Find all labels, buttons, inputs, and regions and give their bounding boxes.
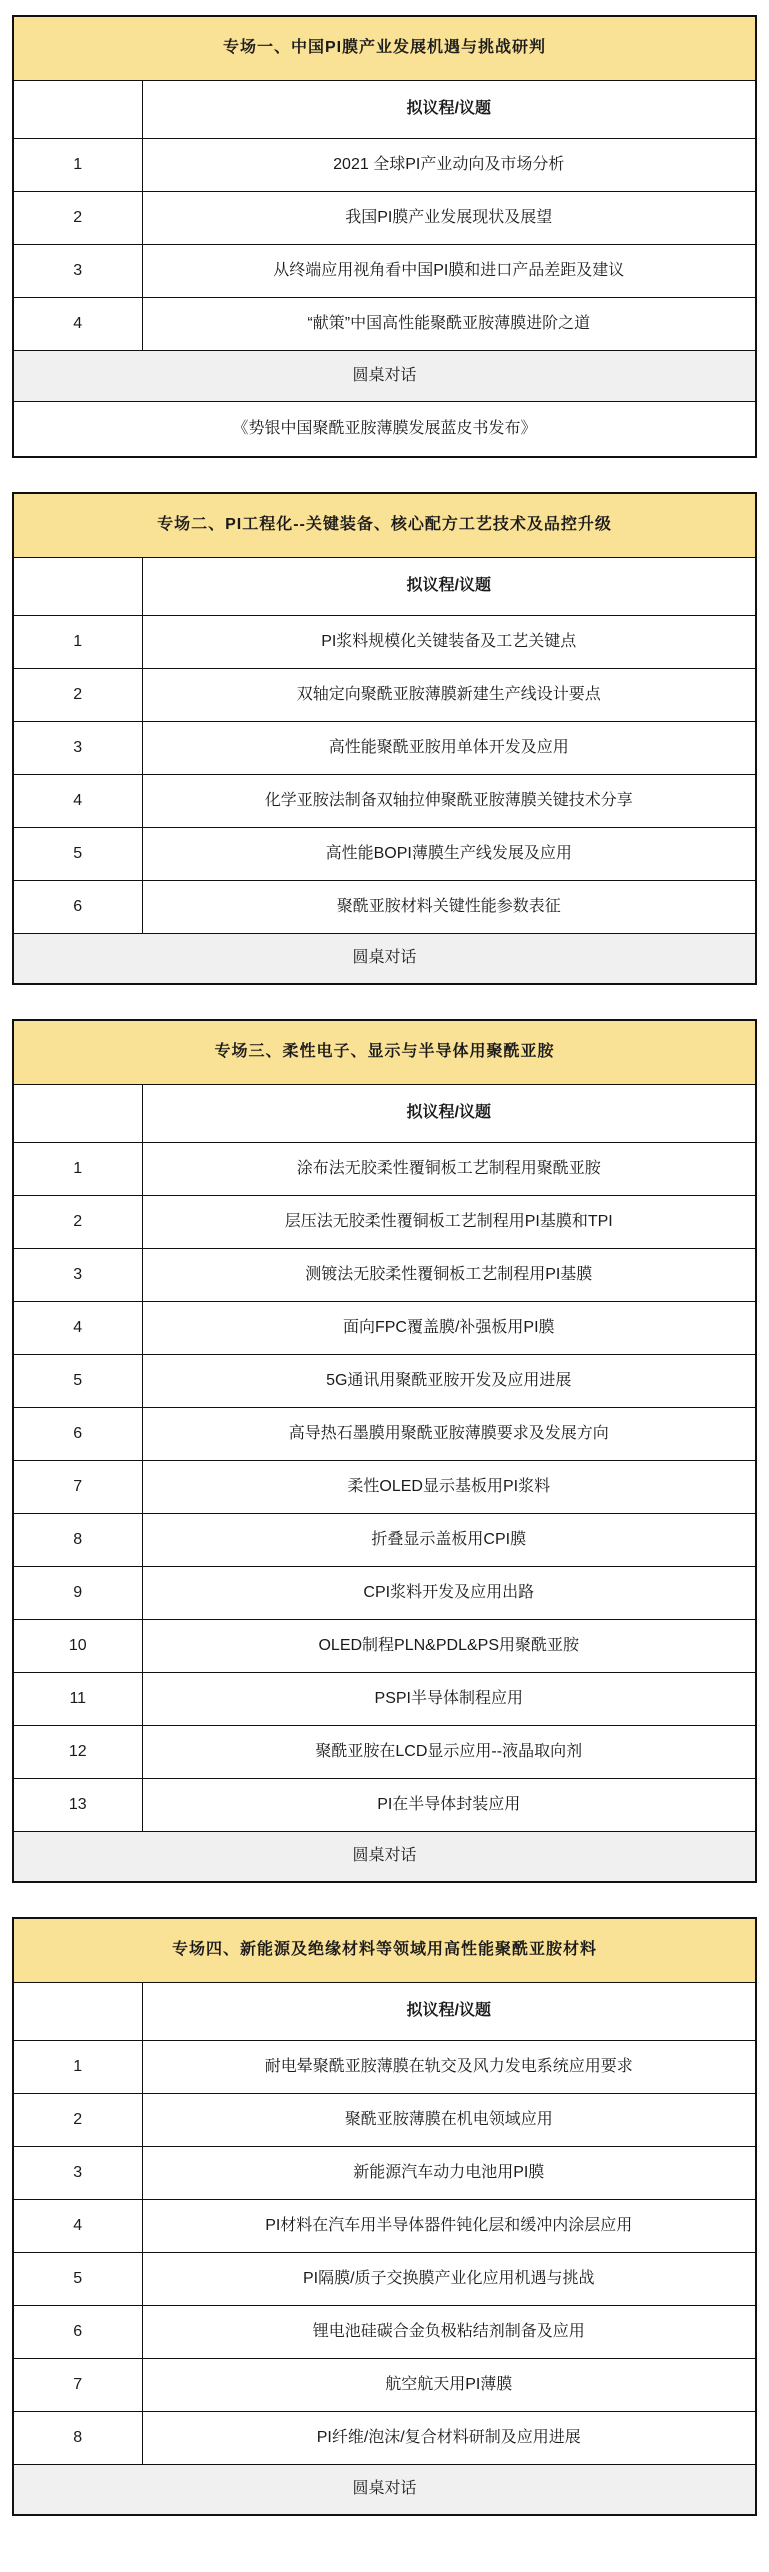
topic-title: OLED制程PLN&PDL&PS用聚酰亚胺 [142,1619,756,1672]
topic-row [13,1195,756,1248]
topic-row [13,721,756,774]
agenda-header-empty-cell [13,557,142,615]
topic-title: 高性能聚酰亚胺用单体开发及应用 [142,721,756,774]
topic-number: 13 [13,1778,142,1831]
roundtable-label: 圆桌对话 [13,1831,756,1882]
session-table [12,1019,757,1883]
topic-row [13,615,756,668]
topic-number: 4 [13,1301,142,1354]
agenda-header-label: 拟议程/议题 [142,1084,756,1142]
topic-number: 4 [13,774,142,827]
topic-number: 5 [13,1354,142,1407]
topic-title: PI隔膜/质子交换膜产业化应用机遇与挑战 [142,2252,756,2305]
roundtable-label: 圆桌对话 [13,933,756,984]
agenda-header-row [13,557,756,615]
topic-number: 1 [13,2040,142,2093]
topic-title: PI在半导体封装应用 [142,1778,756,1831]
topic-number: 4 [13,297,142,350]
topic-title: 新能源汽车动力电池用PI膜 [142,2146,756,2199]
topic-row [13,1513,756,1566]
roundtable-label: 圆桌对话 [13,2464,756,2515]
topic-number: 10 [13,1619,142,1672]
session-title: 专场一、中国PI膜产业发展机遇与挑战研判 [13,16,756,80]
topic-row [13,1142,756,1195]
topic-title: 测镀法无胶柔性覆铜板工艺制程用PI基膜 [142,1248,756,1301]
topic-number: 11 [13,1672,142,1725]
topic-number: 1 [13,138,142,191]
topic-number: 2 [13,2093,142,2146]
topic-row [13,827,756,880]
roundtable-label: 圆桌对话 [13,350,756,401]
session-title: 专场二、PI工程化--关键装备、核心配方工艺技术及品控升级 [13,493,756,557]
topic-number: 3 [13,244,142,297]
topic-number: 2 [13,668,142,721]
session-title-row [13,1918,756,1982]
topic-number: 1 [13,1142,142,1195]
topic-number: 9 [13,1566,142,1619]
topic-number: 6 [13,880,142,933]
topic-title: PSPI半导体制程应用 [142,1672,756,1725]
topic-row [13,2305,756,2358]
topic-row [13,2040,756,2093]
agenda-header-label: 拟议程/议题 [142,557,756,615]
agenda-header-empty-cell [13,80,142,138]
topic-number: 3 [13,2146,142,2199]
topic-row [13,297,756,350]
topic-row [13,1672,756,1725]
topic-number: 8 [13,1513,142,1566]
topic-number: 5 [13,2252,142,2305]
topic-row [13,1566,756,1619]
topic-title: 折叠显示盖板用CPI膜 [142,1513,756,1566]
topic-row [13,1301,756,1354]
topic-title: PI纤维/泡沫/复合材料研制及应用进展 [142,2411,756,2464]
topic-title: 5G通讯用聚酰亚胺开发及应用进展 [142,1354,756,1407]
session-footer: 《势银中国聚酰亚胺薄膜发展蓝皮书发布》 [13,401,756,457]
topic-row [13,774,756,827]
topic-title: 层压法无胶柔性覆铜板工艺制程用PI基膜和TPI [142,1195,756,1248]
topic-title: 高导热石墨膜用聚酰亚胺薄膜要求及发展方向 [142,1407,756,1460]
topic-title: 耐电晕聚酰亚胺薄膜在轨交及风力发电系统应用要求 [142,2040,756,2093]
topic-row [13,244,756,297]
agenda-header-label: 拟议程/议题 [142,80,756,138]
topic-title: 我国PI膜产业发展现状及展望 [142,191,756,244]
topic-row [13,2146,756,2199]
topic-title: “献策”中国高性能聚酰亚胺薄膜进阶之道 [142,297,756,350]
topic-row [13,1407,756,1460]
agenda-header-empty-cell [13,1084,142,1142]
agenda-header-row [13,1982,756,2040]
topic-row [13,1725,756,1778]
topic-title: 航空航天用PI薄膜 [142,2358,756,2411]
topic-number: 3 [13,1248,142,1301]
topic-row [13,1619,756,1672]
roundtable-row [13,350,756,401]
topic-number: 2 [13,191,142,244]
topic-row [13,1778,756,1831]
topic-row [13,880,756,933]
topic-title: PI浆料规模化关键装备及工艺关键点 [142,615,756,668]
session-title-row [13,1020,756,1084]
topic-row [13,138,756,191]
topic-title: 高性能BOPI薄膜生产线发展及应用 [142,827,756,880]
topic-row [13,1460,756,1513]
session-title: 专场三、柔性电子、显示与半导体用聚酰亚胺 [13,1020,756,1084]
topic-row [13,668,756,721]
session-title: 专场四、新能源及绝缘材料等领域用高性能聚酰亚胺材料 [13,1918,756,1982]
topic-title: 2021 全球PI产业动向及市场分析 [142,138,756,191]
topic-title: 聚酰亚胺在LCD显示应用--液晶取向剂 [142,1725,756,1778]
topic-number: 6 [13,2305,142,2358]
topic-row [13,2093,756,2146]
topic-number: 5 [13,827,142,880]
session-tables-container [12,15,757,2516]
session-footer-row [13,401,756,457]
topic-title: 涂布法无胶柔性覆铜板工艺制程用聚酰亚胺 [142,1142,756,1195]
session-table [12,1917,757,2516]
topic-title: 双轴定向聚酰亚胺薄膜新建生产线设计要点 [142,668,756,721]
session-table [12,15,757,458]
topic-number: 1 [13,615,142,668]
topic-number: 2 [13,1195,142,1248]
topic-number: 3 [13,721,142,774]
topic-title: CPI浆料开发及应用出路 [142,1566,756,1619]
topic-title: 面向FPC覆盖膜/补强板用PI膜 [142,1301,756,1354]
agenda-header-label: 拟议程/议题 [142,1982,756,2040]
session-title-row [13,16,756,80]
topic-number: 6 [13,1407,142,1460]
topic-title: 锂电池硅碳合金负极粘结剂制备及应用 [142,2305,756,2358]
topic-title: 化学亚胺法制备双轴拉伸聚酰亚胺薄膜关键技术分享 [142,774,756,827]
topic-row [13,2358,756,2411]
agenda-header-empty-cell [13,1982,142,2040]
topic-row [13,2199,756,2252]
topic-row [13,1354,756,1407]
topic-title: 聚酰亚胺薄膜在机电领域应用 [142,2093,756,2146]
session-table [12,492,757,985]
topic-row [13,1248,756,1301]
topic-title: 聚酰亚胺材料关键性能参数表征 [142,880,756,933]
topic-number: 7 [13,1460,142,1513]
topic-title: PI材料在汽车用半导体器件钝化层和缓冲内涂层应用 [142,2199,756,2252]
agenda-header-row [13,1084,756,1142]
topic-number: 8 [13,2411,142,2464]
roundtable-row [13,1831,756,1882]
topic-number: 7 [13,2358,142,2411]
topic-row [13,2411,756,2464]
topic-title: 从终端应用视角看中国PI膜和进口产品差距及建议 [142,244,756,297]
agenda-header-row [13,80,756,138]
topic-number: 4 [13,2199,142,2252]
topic-row [13,191,756,244]
session-title-row [13,493,756,557]
roundtable-row [13,2464,756,2515]
topic-number: 12 [13,1725,142,1778]
roundtable-row [13,933,756,984]
topic-row [13,2252,756,2305]
topic-title: 柔性OLED显示基板用PI浆料 [142,1460,756,1513]
